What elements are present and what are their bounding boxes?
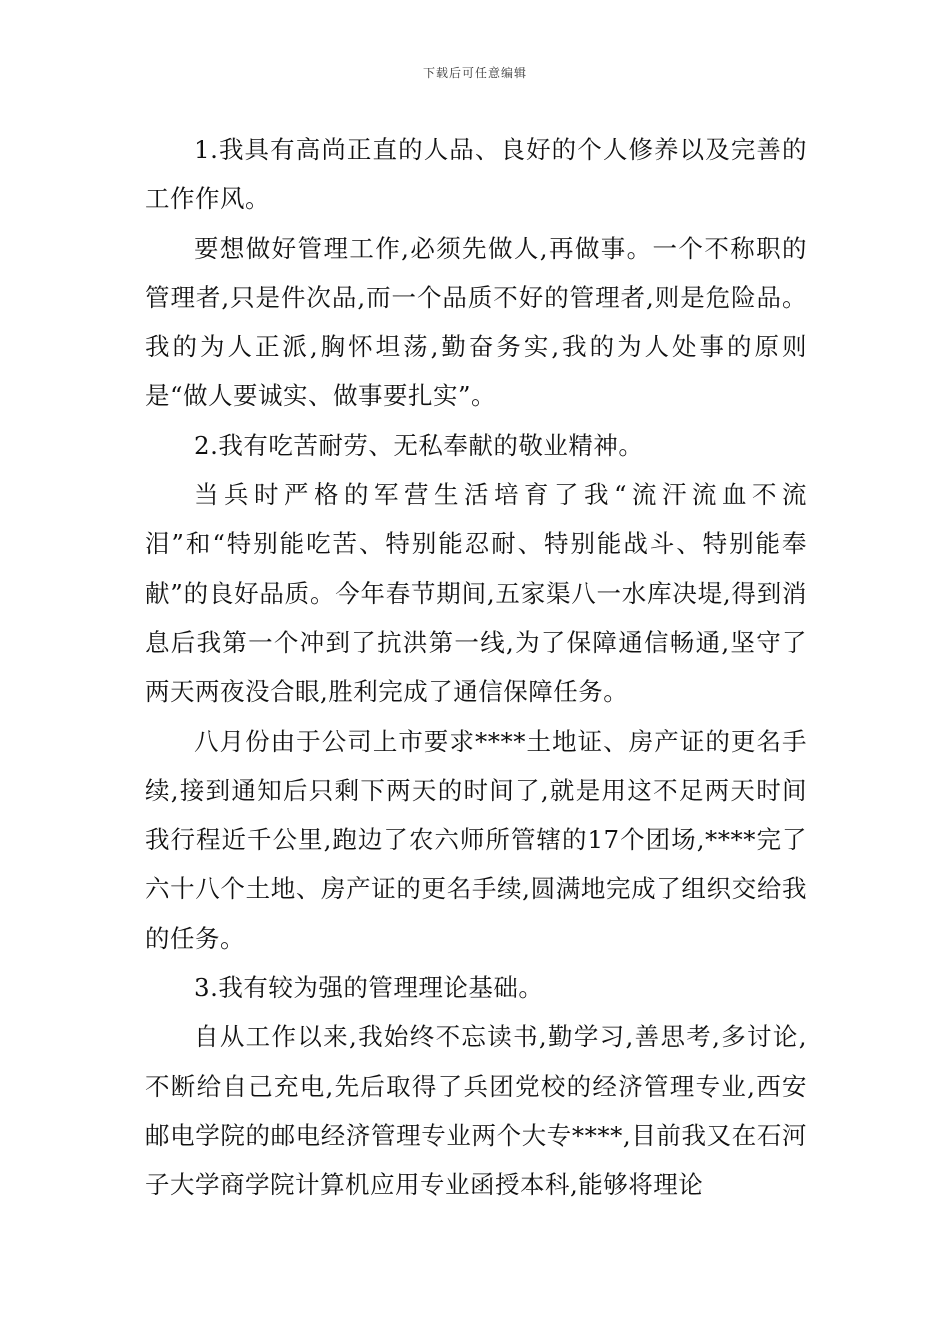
paragraph: 要想做好管理工作,必须先做人,再做事。一个不称职的管理者,只是件次品,而一个品质不好的管理者,则是危险品。我的为人正派,胸怀坦荡,勤奋务实,我的为人处事的原则是“做人要诚实、做事要扎实”。: [145, 233, 807, 411]
document-body: [145, 125, 807, 1210]
paragraph: 自从工作以来,我始终不忘读书,勤学习,善思考,多讨论,不断给自己充电,先后取得了兵团党校的经济管理专业,西安邮电学院的邮电经济管理专业两个大专****,目前我又在石河子大学商学院计算机应用专业函授本科,能够将理论: [145, 1022, 807, 1200]
paragraph-point-3: 3.我有较为强的管理理论基础。: [194, 973, 544, 1003]
paragraph: 八月份由于公司上市要求****土地证、房产证的更名手续,接到通知后只剩下两天的时间了,就是用这不足两天时间我行程近千公里,跑边了农六师所管辖的17个团场,****完了六十八个土地、房产证的更名手续,圆满地完成了组织交给我的任务。: [145, 726, 807, 953]
paragraph: 当兵时严格的军营生活培育了我“流汗流血不流泪”和“特别能吃苦、特别能忍耐、特别能战斗、特别能奉献”的良好品质。今年春节期间,五家渠八一水库决堤,得到消息后我第一个冲到了抗洪第一线,为了保障通信畅通,坚守了两天两夜没合眼,胜利完成了通信保障任务。: [145, 480, 807, 707]
page-header: 下载后可任意编辑: [422, 66, 527, 80]
paragraph-point-2: 2.我有吃苦耐劳、无私奉献的敬业精神。: [194, 430, 644, 460]
paragraph-point-1: 1.我具有高尚正直的人品、良好的个人修养以及完善的工作作风。: [145, 135, 807, 214]
